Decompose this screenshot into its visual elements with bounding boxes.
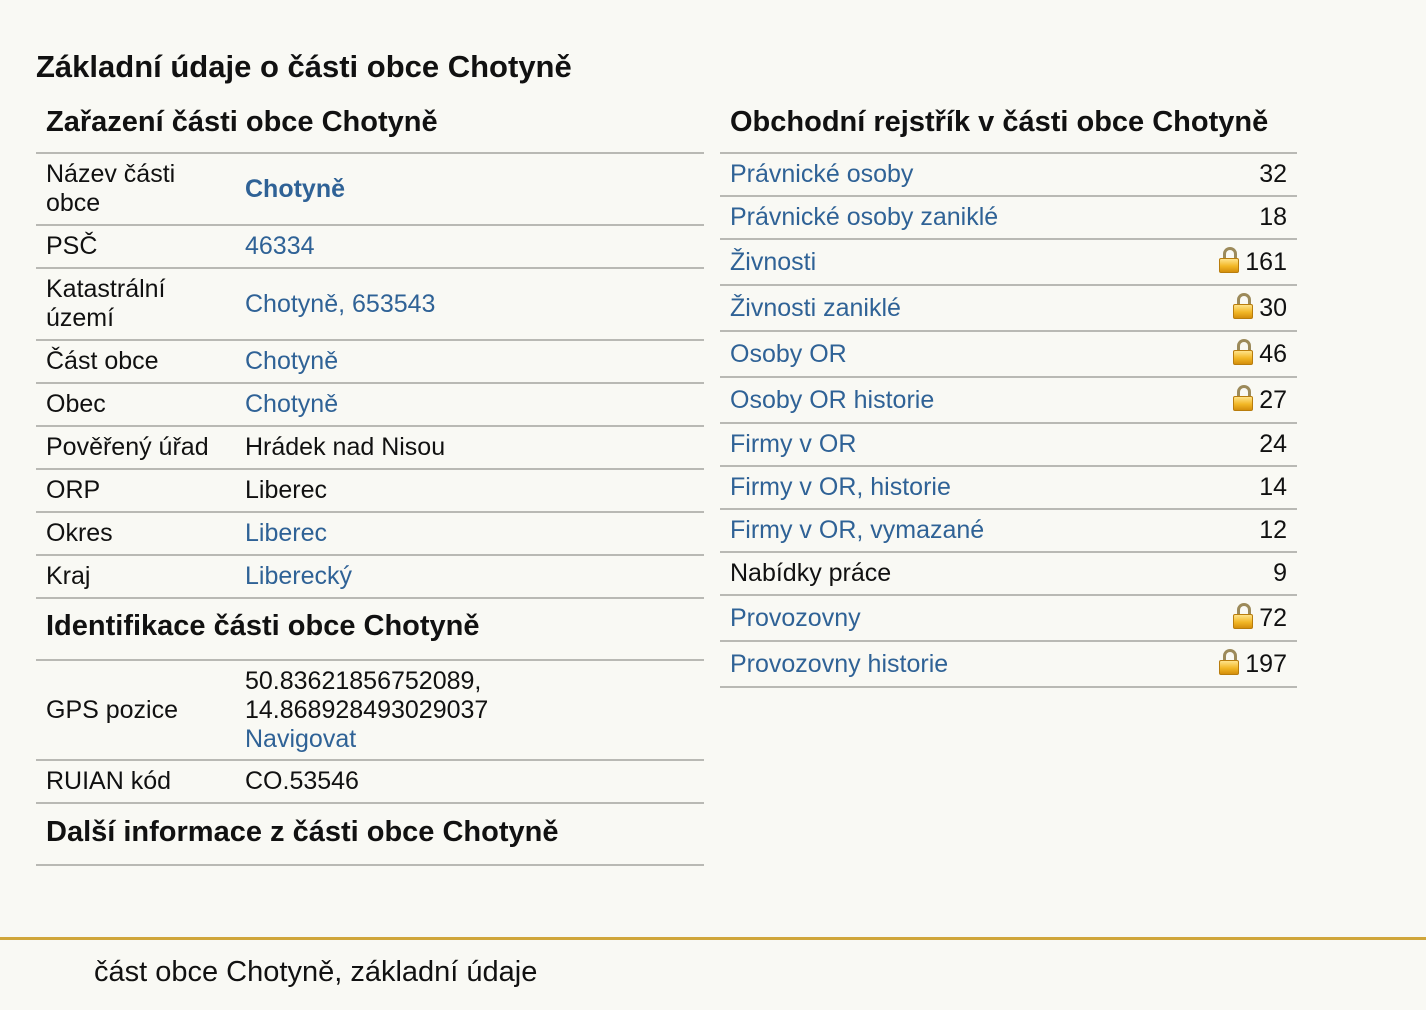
table-row — [36, 760, 704, 803]
row-value: Liberec — [235, 469, 704, 512]
table-row — [36, 512, 704, 555]
link-psc[interactable]: 46334 — [245, 232, 315, 260]
count-value: 12 — [1177, 509, 1297, 552]
count-value: 197 — [1245, 650, 1287, 678]
table-row — [36, 225, 704, 268]
table-row — [720, 331, 1297, 377]
count-value: 161 — [1245, 248, 1287, 276]
nabidky-prace-label: Nabídky práce — [720, 552, 1177, 595]
row-value: Hrádek nad Nisou — [235, 426, 704, 469]
table-row — [720, 239, 1297, 285]
row-label: Obec — [36, 383, 235, 426]
link-osoby-or[interactable]: Osoby OR — [730, 339, 847, 368]
zarazeni-table — [36, 154, 704, 599]
row-label: Pověřený úřad — [36, 426, 235, 469]
link-zivnosti[interactable]: Živnosti — [730, 247, 817, 276]
table-row — [720, 154, 1297, 196]
count-value: 46 — [1259, 340, 1287, 368]
link-nazev-casti[interactable]: Chotyně — [245, 174, 345, 203]
table-row — [720, 377, 1297, 423]
footer-divider — [0, 937, 1426, 940]
table-row — [36, 426, 704, 469]
table-row — [36, 154, 704, 225]
gps-longitude: 14.868928493029037 — [245, 695, 489, 724]
count-value: 72 — [1259, 604, 1287, 632]
count-value: 32 — [1177, 154, 1297, 196]
row-label: Název části obce — [36, 154, 235, 225]
link-pravnicke-osoby[interactable]: Právnické osoby — [730, 160, 914, 188]
table-row — [36, 555, 704, 598]
table-row — [36, 469, 704, 512]
table-row — [36, 383, 704, 426]
link-provozovny-historie[interactable]: Provozovny historie — [730, 649, 949, 678]
lock-icon — [1233, 339, 1253, 365]
link-firmy-v-or[interactable]: Firmy v OR — [730, 430, 857, 458]
table-row — [720, 285, 1297, 331]
row-label: Kraj — [36, 555, 235, 598]
count-value: 9 — [1177, 552, 1297, 595]
link-firmy-v-or-historie[interactable]: Firmy v OR, historie — [730, 473, 951, 501]
gps-label: GPS pozice — [36, 661, 235, 760]
table-row — [720, 196, 1297, 239]
page-title: Základní údaje o části obce Chotyně — [36, 49, 572, 84]
identifikace-title: Identifikace části obce Chotyně — [36, 599, 704, 661]
count-value: 18 — [1177, 196, 1297, 239]
link-pravnicke-osoby-zanikle[interactable]: Právnické osoby zaniklé — [730, 203, 999, 231]
table-row — [720, 509, 1297, 552]
link-zivnosti-zanikle[interactable]: Živnosti zaniklé — [730, 293, 901, 322]
lock-icon — [1233, 385, 1253, 411]
row-label: Okres — [36, 512, 235, 555]
table-row — [720, 552, 1297, 595]
link-obec[interactable]: Chotyně — [245, 390, 339, 418]
lock-icon — [1233, 603, 1253, 629]
lock-icon — [1219, 649, 1239, 675]
row-label: Katastrální území — [36, 268, 235, 340]
rejstrik-title: Obchodní rejstřík v části obce Chotyně — [720, 96, 1297, 154]
count-value: 14 — [1177, 466, 1297, 509]
table-row — [720, 466, 1297, 509]
gps-latitude: 50.83621856752089, — [245, 666, 482, 695]
zarazeni-title: Zařazení části obce Chotyně — [36, 96, 704, 154]
table-row — [720, 595, 1297, 641]
link-firmy-v-or-vymazane[interactable]: Firmy v OR, vymazané — [730, 516, 985, 544]
ruian-value: CO.53546 — [235, 760, 704, 803]
rejstrik-table — [720, 154, 1297, 688]
table-row — [36, 340, 704, 383]
link-provozovny[interactable]: Provozovny — [730, 603, 861, 632]
dalsi-informace-title: Další informace z části obce Chotyně — [36, 804, 704, 866]
row-label: PSČ — [36, 225, 235, 268]
footer-breadcrumb: část obce Chotyně, základní údaje — [94, 956, 538, 988]
row-label: Část obce — [36, 340, 235, 383]
right-column — [720, 96, 1297, 688]
identifikace-table — [36, 661, 704, 804]
table-row — [36, 268, 704, 340]
link-okres[interactable]: Liberec — [245, 519, 327, 547]
navigate-link[interactable]: Navigovat — [245, 724, 357, 753]
link-katastralni-uzemi[interactable]: Chotyně, 653543 — [245, 289, 436, 318]
link-osoby-or-historie[interactable]: Osoby OR historie — [730, 385, 935, 414]
count-value: 24 — [1177, 423, 1297, 466]
lock-icon — [1219, 247, 1239, 273]
count-value: 27 — [1259, 386, 1287, 414]
lock-icon — [1233, 293, 1253, 319]
link-cast-obce[interactable]: Chotyně — [245, 347, 339, 375]
left-column — [36, 96, 704, 866]
table-row — [36, 661, 704, 760]
table-row — [720, 423, 1297, 466]
row-label: ORP — [36, 469, 235, 512]
link-kraj[interactable]: Liberecký — [245, 562, 352, 590]
table-row — [720, 641, 1297, 687]
count-value: 30 — [1259, 294, 1287, 322]
ruian-label: RUIAN kód — [36, 760, 235, 803]
